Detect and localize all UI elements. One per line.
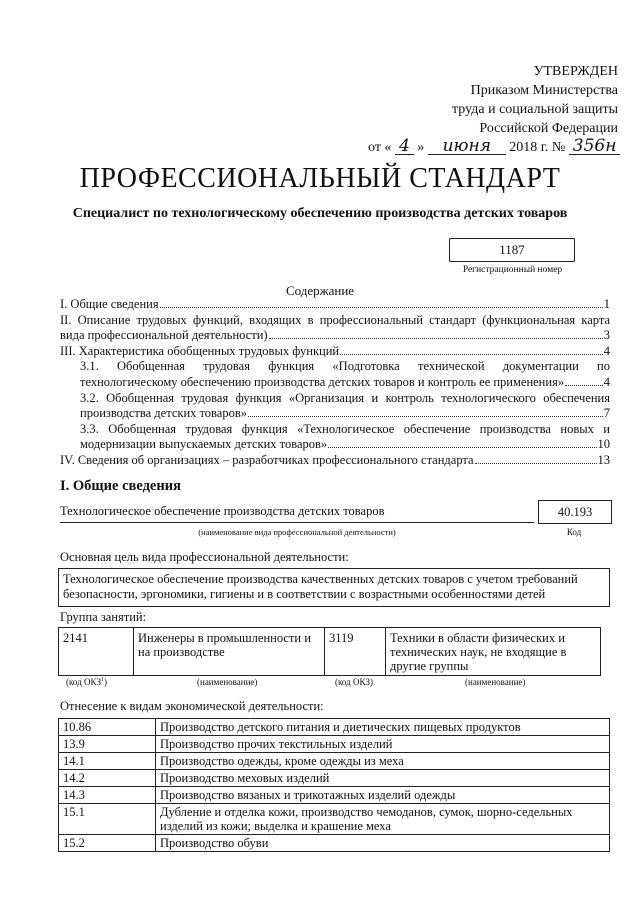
toc-entry-7[interactable]: IV. Сведения об организациях – разработчиках профессионального стандарта 13 (60, 452, 610, 467)
approval-block (368, 62, 618, 157)
okz-name-cell: Техники в области физических и технических наук, не входящие в другие группы (386, 628, 601, 676)
okz-code-cell: 2141 (59, 628, 134, 676)
order-number-handwritten: 356н (569, 138, 621, 155)
okz-code-caption-2: (код ОКЗ) (335, 677, 373, 687)
toc-page: 1 (603, 297, 610, 311)
date-prefix: от « (368, 140, 392, 155)
okz-code-cell: 3119 (325, 628, 386, 676)
okz-name-caption-1: (наименование) (197, 677, 258, 687)
toc-entry-6[interactable]: 3.3. Обобщенная трудовая функция «Технологическое обеспечение производства новых и модернизации выпускаемых детских товаров» 10 (80, 421, 610, 452)
approval-line-3: Российской Федерации (479, 121, 618, 136)
approval-date-line (368, 138, 618, 157)
okved-code: 14.1 (59, 753, 156, 770)
toc-page: 4 (603, 343, 610, 358)
toc-entry-2[interactable]: II. Описание трудовых функций, входящих в профессиональный стандарт (функциональная карта вида профессиональной деятельности) 3 (60, 312, 610, 343)
date-day-handwritten: 4 (395, 138, 414, 155)
date-month-handwritten: июня (428, 138, 506, 155)
okved-name: Производство обуви (156, 835, 610, 852)
activity-name: Технологическое обеспечение производства детских товаров (60, 504, 385, 518)
okved-code: 13.9 (59, 736, 156, 753)
toc-page: 3 (603, 328, 610, 343)
approval-line-2: труда и социальной защиты (452, 102, 618, 117)
okved-code: 14.3 (59, 787, 156, 804)
section-1-heading: I. Общие сведения (60, 478, 181, 494)
approval-heading: УТВЕРЖДЕН (533, 64, 618, 79)
goal-label: Основная цель вида профессиональной деятельности: (60, 550, 349, 564)
table-row (59, 770, 610, 787)
document-title: ПРОФЕССИОНАЛЬНЫЙ СТАНДАРТ (79, 163, 561, 194)
okved-code: 15.2 (59, 835, 156, 852)
registration-number-box: 1187 (449, 238, 575, 262)
approval-line-1: Приказом Министерства (470, 83, 618, 98)
okved-name: Производство одежды, кроме одежды из меха (156, 753, 610, 770)
activity-underline (60, 522, 534, 523)
toc-entry-4[interactable]: 3.1. Обобщенная трудовая функция «Подготовка технической документации по технологическому обеспечению производства детских товаров и контроль ее применения» 4 (80, 359, 610, 389)
toc-page: 13 (597, 452, 610, 467)
okved-code: 14.2 (59, 770, 156, 787)
table-row (59, 835, 610, 852)
toc-page: 4 (603, 374, 610, 389)
toc-entry-5[interactable]: 3.2. Обобщенная трудовая функция «Организация и контроль технологического обеспечения производства детских товаров» 7 (80, 390, 610, 421)
okz-name-caption-2: (наименование) (465, 677, 526, 687)
table-row (59, 719, 610, 736)
okved-name: Производство меховых изделий (156, 770, 610, 787)
toc-entry-3[interactable]: III. Характеристика обобщенных трудовых функций 4 (60, 343, 610, 358)
table-row (59, 787, 610, 804)
activity-caption: (наименование вида профессиональной деятельности) (198, 527, 396, 537)
okz-name-cell: Инженеры в промышленности и на производстве (134, 628, 325, 676)
okved-code: 15.1 (59, 804, 156, 835)
economic-activity-table (58, 718, 610, 852)
date-year: 2018 г. № (509, 140, 566, 155)
toc-entry-1[interactable]: I. Общие сведения 1 (60, 297, 610, 311)
activity-code-box: 40.193 (538, 500, 612, 524)
table-row (59, 753, 610, 770)
toc-page: 7 (603, 406, 610, 421)
registration-number-label: Регистрационный номер (462, 265, 563, 275)
okved-name: Дубление и отделка кожи, производство чемоданов, сумок, шорно-седельных изделий из кожи; выделка и крашение меха (156, 804, 610, 835)
okved-name: Производство прочих текстильных изделий (156, 736, 610, 753)
okved-name: Производство вязаных и трикотажных изделий одежды (156, 787, 610, 804)
table-row (59, 736, 610, 753)
okved-code: 10.86 (59, 719, 156, 736)
toc-page: 10 (597, 437, 610, 452)
date-mid: » (417, 140, 425, 155)
goal-box: Технологическое обеспечение производства качественных детских товаров с учетом требований безопасности, эргономики, гигиены и в соответствии с возрастными особенностями детей (58, 568, 610, 607)
table-row (59, 628, 601, 676)
table-of-contents (60, 297, 610, 469)
toc-heading: Содержание (285, 283, 355, 298)
economic-activity-label: Отнесение к видам экономической деятельности: (60, 699, 324, 713)
occupation-group-label: Группа занятий: (60, 610, 147, 624)
okved-name: Производство детского питания и диетических пищевых продуктов (156, 719, 610, 736)
table-row (59, 804, 610, 835)
occupation-table (58, 627, 601, 676)
okz-code-caption-1: (код ОКЗ$^1$) (66, 677, 107, 687)
code-caption: Код (566, 527, 582, 537)
document-subtitle: Специалист по технологическому обеспечению производства детских товаров (72, 206, 568, 221)
